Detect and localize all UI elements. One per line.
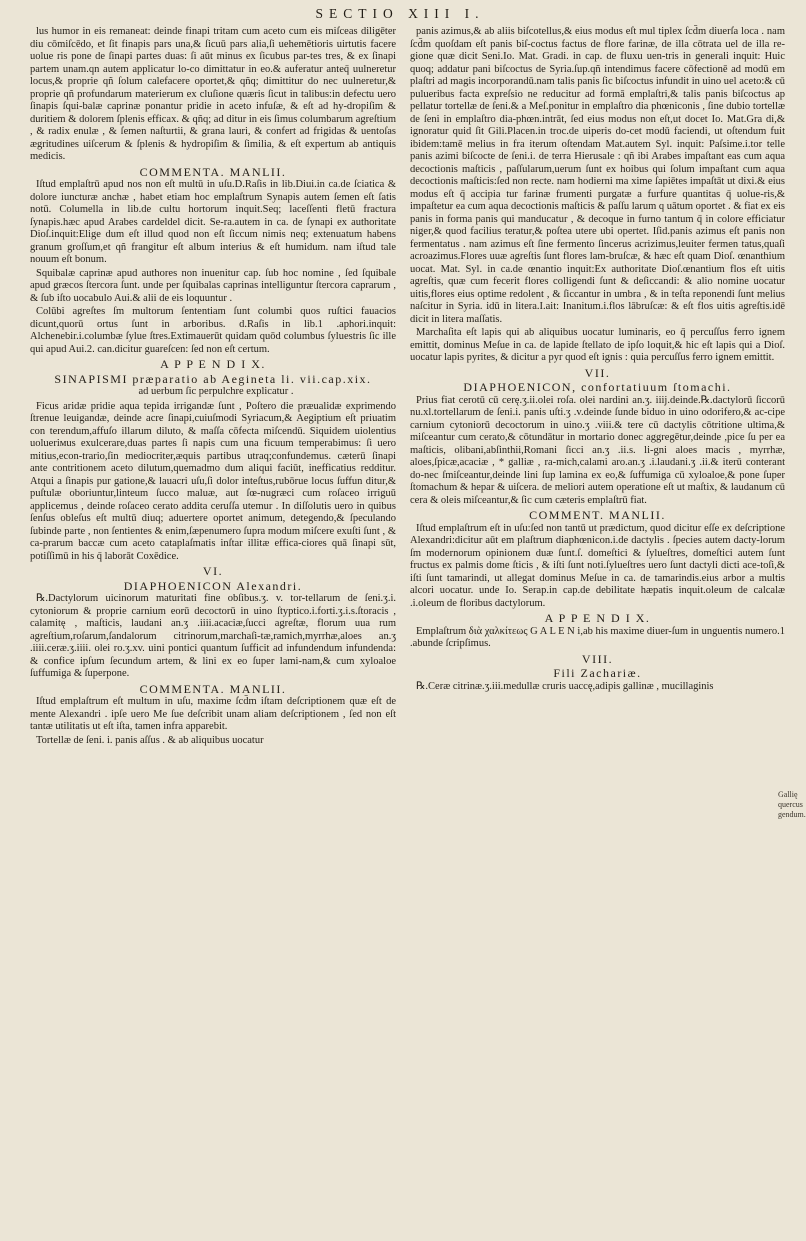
section-heading: A P P E N D I X. [544,611,651,625]
paragraph: Marchaſita eſt lapis qui ab aliquibus uocatur luminaris, eo q̄ percuſſus ferro ignem emittit, dominus Meſue in ca. de lapide ſtellato de ipſo loquit,& hic eſt lapis qui a Dioſ. uocatur lapis pyrites, & dicitur a pyr quod eſt ignis : quia percuſſus ferro ignem emittit. [410,327,785,363]
margin-note-line: gendum. [778,810,806,819]
paragraph: Colūbi agreſtes ſm multorum ſententiam ſunt columbi quos ruſtici fauacios dicunt,quorū ortus ſunt in arboribus. d.Raſis in lib.1 .aphori.inquit: Alchenebir.i.columbæ ſylue ſtres.Extimauerūt quidam quōd columbus ſyluestris ſic ille qui apud Aui.2. can.dicitur guareſcen: ſed non eſt certum. [30,306,396,355]
paragraph: Squibalæ caprinæ apud authores non inuenitur cap. ſub hoc nomine , ſed ſquibale apud græcos ſtercora ſunt. unde per ſquibalas caprinas intelliguntur ſtercora caprarum , & ſub iſto uocabulo Aui.& alii de eis loquuntur . [30,267,396,304]
margin-note [778,790,806,820]
paragraph: ℞.Ceræ citrinæ.ʒ.iii.medullæ cruris uaccę,adipis gallinæ , mucillaginis [416,680,714,692]
section-heading: DIAPHOENICON, confortatiuum ſtomachi. [463,380,732,394]
paragraph: Ficus aridæ pridie aqua tepida irrigandæ ſunt , Poſtero die præualidæ exprimendo ſtrenue leuigandæ, deinde acre ſinapi,cuiuſmodi Syriacum,& Aegiptium eſt priuatim con terendum,affuſo illarum diluto, & maſſa cōfecta miſcendū. Siquidem uiolentius uolueriмus exulcerare,duas partes ſi napis cum una ficuum temperabimus: ſi uero mitius,econ-trario,ſin mediocriter,æquis partibus utraq;confundemus. cæterū ſinapi ante contritionem aceto dilutum,quemadmo dum aliqui faciūt, inefficatius redditur. Atqui a ſinapis pur gatione,& lauacri uſu,ſi dolor inteſtus,rubōrue locus ſuffun ditur,& puſtulæ oboriuntur,linteum ſucco maluæ, aut ſœ-nugræci cum roſaceo irriguū applicemus , deinde roſaceo cerato addita ceruſſa utemur . In diſſolutis uero in quibus ſenſus obleſus eſt multū diuq; aduertere oportet animum, detegendo,& ſpeculando ſubinde parte , non ſentientes & enim,ſæpenumero ſupra modum miſcere exuſti ſunt , & ca-prarum baccæ cum aceto cataplaſmatis inſtar illitæ effica-ciores quā ſinapi sūt, potiſſimū in his q̄ laborāt Coxēdice. [30,400,396,562]
paragraph: Tortellæ de ſeni. i. panis aſſus . & ab aliquibus uocatur [36,734,264,746]
section-heading: VII. [584,365,611,380]
section-heading: COMMENTA. MANLII. [139,164,287,179]
section-heading: VI. [202,564,224,578]
paragraph: Iſtud emplaſtrū apud nos non eſt multū in uſu.D.Raſis in lib.Diui.in ca.de ſciatica & dolore iuncturæ anchæ , habet etiam hoc emplaſtrum Synapis autem ſemen eſt ſatis notū. Columella in lib.de cultu hortorum inquit.Seq; laceſſenti fletū fractura ſynapis.hæc apud Arabes cardeldel dicit. Se-ra.autem in ca. de ſynapi ex authoritate Dioſ.inquit:Elige dum eſt illud quod non eſt ſiccum nimis neq; extenuatum habens granum groſſum,et qñ frangitur eſt album interius & eſt humidum. nam iſtud tale nouum eſt bonum. [30,179,396,265]
paragraph: ad uerbum ſic perpulchre explicatur . [138,386,294,397]
paragraph: Iſtud emplaſtrum eſt in uſu:ſed non tantū ut prædictum, quod dicitur eſſe ex deſcriptione Alexandri:dicitur aūt em plaſtrum diaphœnicon.i.de dactylis . ſpecies autem dacty-lorum ſm modernorum opinionem duæ ſunt.ſ. domeſtici & ſylueſtres, domeſtici autem ſunt fructus ex palmis dome ſticis , & iſti ſunt noti.ſylueſtres uero ſunt dactyli dicti ace-toſi,& iſti ſunt tamarindi, ut allegat dominus Meſue in ca. de tamarindis.eius arbor a multis alcori uocatur. unde Io. Serap.in cap.de debilitate hæpatis inquit.oleum de calcalæ .i.oleum de floribus dactylorum. [410,522,785,609]
section-heading: DIAPHOENICON Alexandri. [123,578,303,593]
margin-note-line: Gallię [778,790,798,799]
section-heading: COMMENTA. MANLII. [139,681,287,696]
margin-note-line: quercus [778,800,803,809]
paragraph: Iſtud emplaſtrum eſt multum in uſu, maxime ſcd̄m iſtam deſcriptionem quæ eſt de mente Alexandri . ipſe uero Me ſue deſcribit unam aliam deſcriptionem , ſed non eſt tantæ utilitatis ut eſt iſta, tamen infra apparebit. [30,696,396,732]
section-heading: SINAPISMI præparatio ab Aegineta li. vii.cap.xix. [54,371,372,386]
paragraph: Emplaſtrum διὰ χαλκίτεως G A L E N i,ab his maxime diuer-ſum in unguentis numero.1 .abunde ſcripſimus. [410,625,785,649]
paragraph: Prius fiat cerotū cū cerę.ʒ.ii.olei roſa. olei nardini an.ʒ. iiij.deinde.℞.dactylorū ſiccorū nu.xl.tortellarum de ſeni.i. panis uſti.ʒ .v.deinde ſunde biduo in uino odorifero,& ac-cipe carnium cytoniorū decoctorum in uino.ʒ .viii.& tere cū dactylis cōtritione ultima,& miſceantur cum cerato,& cōtundātur in mortario donec aggregētur,deinde ,pice ſu per ea maſticis, olibani,abſinthii,Romani ſicci an.ʒ .ii.s. li-gni aloes macis , myrrhæ, aloes,ſpicæ,acaciæ , * galliæ , ra-mich,calami aro.an.ʒ .i.laudani.ʒ .ii.& iterū conterant do-nec ſmiſceantur,deinde lini ſup lamina ex eo,& ſuffumiga cū xyloaloe,& pone ſuper ſtomachum & hepar & uiſcera. de meliori autem operatione eſt ut maſtix, & laudanum cū cera & oleis miſceantur,& ſic cum cæteris emplaſtrū fiat. [410,394,785,506]
section-heading: COMMENT. MANLII. [529,508,666,522]
right-column [410,26,785,694]
left-column [30,26,396,748]
section-heading: VIII. [581,651,614,666]
section-heading: A P P E N D I X. [160,357,266,371]
paragraph: panis azimus,& ab aliis biſcotellus,& eius modus eſt mul tiplex ſcd̄m diuerſa loca . nam ſcd̄m quoſdam eſt panis biſ-coctus factus de flore farinæ, de illa cōtrata uel de illa re-gione quæ dicit Seni.Io. Mat. Gradi. in cap. de fluxu uen-tris in generali inquit: Huic quoq; addatur pani biſcoctus de Syria.ſup.qñ intendimus facere cōfectionē ad modū em plaſtri ad magis incorporandū.nam talis panis ſic biſcoctus infundit in uino uel aceto:& cū pulueribus facta expreſsio ne reducitur ad formā emplaſtri,& talis panis biſcoctus ap pellatur tortellæ de ſeni.& a Meſ.ponitur in emplaſtro dia phœniconis , ſine dubio tortellæ de ſeni in emplaſtro dia-phœn.intrāt, ſed eius modus non eſt,ut docet Io. Mat.Gra di,& ignoratur quid ſit Gili.Placen.in troc.de uiperis do-cet modū faciendi, ut oſtendum fuit ibidem:tamē melius in fra iterum oſtendam Mat.autem Syl. inquit: Paſsime.i.tor telle panis azimi biſcocte de ſeni.i. de terra Hierusale : qñ ibi Arabes impaſtant eas cum aqua decoctionis maſticis , paſſularum,uerum ſunt ex hoibus qui ſolum impaſtant cum aqua decoctionis maſticis:ſed non recte. nam hodierni ma xime ſapiētes impaſtāt ut dixi.& eius modus eſt q̄ accipia tur farinæ frumenti purgatæ a furfure quantitas q̄ uolue-ris,& impaſtetur ea cum aqua decoctionis maſticis & paſſu larum q uātum oportet . & fiat ex eis panis in forma panis qui manducatur , & decoque in furno tantum q̄ in colore efficiatur niger,& quod facilius teratur,& poſtea utere ubi opertet. Iſid.panis azimus eſt panis non fermentatus . nam azimus eſt ſine fermento ſincerus acrizimus,leuiter fermen tatus,quaſi acroazimus.Flores uuæ agreſtis ſunt flores lam-bruſcæ, & hæc eſt quam Dioſ. œnanthium uocat. Mat. Syl. in ca.de œnantio inquit:Ex authoritate Dioſ.œnantium flos eſt uitis agreſtis, quæ cum fecerit flores colligendi ſunt & deſiccandi: & alio nomine uocatur uitis,flores eius optime redolent , & ſiccantur in umbra , & in teſta reponendi ſunt melius naſcitur in Syria. idū in litera.I.ait: Inanitum.i.flos lābruſcæ: & eſt flos uitis agreſtis.idē dicit in litera maſſatis. [410,26,785,325]
running-header: SECTIO XIII I. [315,6,485,21]
section-heading: Fili Zachariæ. [553,666,642,680]
paragraph: ℞.Dactylorum uicinorum maturitati fine obſibus.ʒ. v. tor-tellarum de ſeni.ʒ.i. cytoniorum & proprie carnium eorū decoctorū in uino ſtyptico.i.forti.ʒ.i.s.ſtoracis , calamitę , maſticis, laudani an.ʒ .iiii.acaciæ,ſucci agreſtæ, florum uua rum agreſtium,roſarum,ſandalorum citrinorum,marchaſi-tæ,ramich,myrrhæ,aloes an.ʒ .iiii.ceræ.ʒ.iiii. olei ro.ʒ.xv. uini pontici quantum ſufficit ad infundendum infundenda: & confice ipſum ſecundum artem, & lini ex eo ſuper lami-nam,& cum xyloaloe ſuffumiga & ſuperpone. [30,593,396,679]
paragraph: lus humor in eis remaneat: deinde finapi tritam cum aceto cum eis miſceas diligēter diu cōmiſcēdo, et ſit finapis pars una,& ſicuū pars alia,ſi uehemētioris uirtutis facere uolue ris pone de ſinapi partes duas: ſi aūt minus ex ſicubus par-tes tres, & ex ſinapi partem unam.qn autem applicatur lo-co dimittatur in eo.& auferatur anteq̄ uulneretur locus,& proprie qñ ſolum calefacere oportet,& qñq; dimittitur do nec uulneretur,& proprie qñ profundarum materierum ex cluſione quæris ſicut in talibus:in defectu uero ſinapis ſqui-balæ caprinæ ponantur pridie in aceto infuſæ, & eſt ad hy-dropiſim & duritiem & dolorem ſplenis efficax. & qñq; ad ditur in eis ſimus columbarum agreſtium , & radix enulæ , & ſemen naſturtii, & grana lauri, & confert ad frigidas & uentoſas ægritudines uiſcerum & ſplenis & hydropiſim & ſimilia, & eſt expertum ab antiquis medicis. [30,26,396,162]
